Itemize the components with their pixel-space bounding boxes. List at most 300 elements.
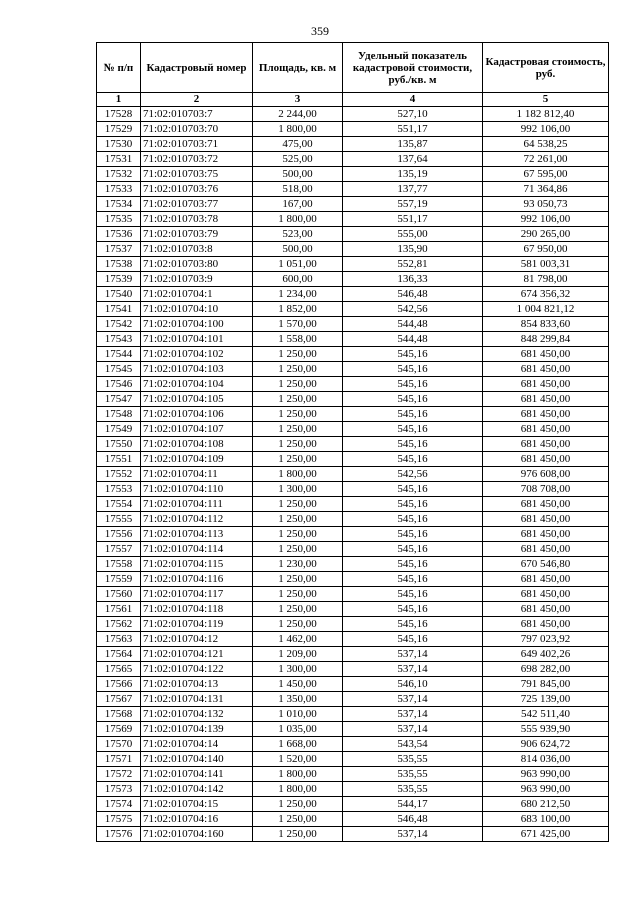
unit-rate-cell: 545,16: [343, 587, 483, 602]
cadastral-number-cell: 71:02:010704:118: [141, 602, 253, 617]
unit-rate-cell: 544,17: [343, 797, 483, 812]
cadastral-value-cell: 814 036,00: [483, 752, 609, 767]
unit-rate-cell: 137,64: [343, 152, 483, 167]
cadastral-number-cell: 71:02:010704:15: [141, 797, 253, 812]
unit-rate-cell: 545,16: [343, 407, 483, 422]
table-row: [97, 287, 609, 302]
row-index-cell: 17567: [97, 692, 141, 707]
cadastral-value-cell: 555 939,90: [483, 722, 609, 737]
cadastral-number-cell: 71:02:010704:117: [141, 587, 253, 602]
table-row: [97, 707, 609, 722]
table-row: [97, 812, 609, 827]
area-cell: 1 250,00: [253, 497, 343, 512]
unit-rate-cell: 546,48: [343, 287, 483, 302]
unit-rate-cell: 535,55: [343, 752, 483, 767]
table-row: [97, 452, 609, 467]
row-index-cell: 17554: [97, 497, 141, 512]
area-cell: 500,00: [253, 167, 343, 182]
area-cell: 1 250,00: [253, 422, 343, 437]
table-row: [97, 497, 609, 512]
cadastral-value-cell: 542 511,40: [483, 707, 609, 722]
area-cell: 1 250,00: [253, 452, 343, 467]
table-row: [97, 782, 609, 797]
cadastral-number-cell: 71:02:010704:139: [141, 722, 253, 737]
cadastral-number-cell: 71:02:010704:12: [141, 632, 253, 647]
unit-rate-cell: 537,14: [343, 692, 483, 707]
cadastral-number-cell: 71:02:010704:116: [141, 572, 253, 587]
table-row: [97, 242, 609, 257]
cadastral-value-cell: 681 450,00: [483, 542, 609, 557]
area-cell: 1 800,00: [253, 212, 343, 227]
area-cell: 1 462,00: [253, 632, 343, 647]
row-index-cell: 17546: [97, 377, 141, 392]
column-number: 1: [97, 93, 141, 107]
table-row: [97, 677, 609, 692]
cadastral-number-cell: 71:02:010704:108: [141, 437, 253, 452]
table-row: [97, 632, 609, 647]
row-index-cell: 17537: [97, 242, 141, 257]
area-cell: 1 230,00: [253, 557, 343, 572]
table-row: [97, 152, 609, 167]
cadastral-number-cell: 71:02:010704:1: [141, 287, 253, 302]
cadastral-value-cell: 681 450,00: [483, 452, 609, 467]
table-row: [97, 197, 609, 212]
unit-rate-cell: 546,10: [343, 677, 483, 692]
area-cell: 523,00: [253, 227, 343, 242]
area-cell: 1 800,00: [253, 122, 343, 137]
table-row: [97, 227, 609, 242]
row-index-cell: 17558: [97, 557, 141, 572]
cadastral-number-cell: 71:02:010703:76: [141, 182, 253, 197]
table-row: [97, 122, 609, 137]
column-number: 4: [343, 93, 483, 107]
table-row: [97, 377, 609, 392]
area-cell: 518,00: [253, 182, 343, 197]
area-cell: 1 035,00: [253, 722, 343, 737]
area-cell: 1 800,00: [253, 782, 343, 797]
unit-rate-cell: 542,56: [343, 467, 483, 482]
row-index-cell: 17541: [97, 302, 141, 317]
cadastral-value-cell: 681 450,00: [483, 437, 609, 452]
area-cell: 1 570,00: [253, 317, 343, 332]
unit-rate-cell: 137,77: [343, 182, 483, 197]
cadastral-number-cell: 71:02:010704:16: [141, 812, 253, 827]
unit-rate-cell: 535,55: [343, 782, 483, 797]
table-row: [97, 737, 609, 752]
unit-rate-cell: 537,14: [343, 662, 483, 677]
cadastral-number-cell: 71:02:010703:70: [141, 122, 253, 137]
cadastral-number-cell: 71:02:010704:115: [141, 557, 253, 572]
cadastral-value-cell: 681 450,00: [483, 362, 609, 377]
table-row: [97, 527, 609, 542]
unit-rate-cell: 545,16: [343, 527, 483, 542]
unit-rate-cell: 545,16: [343, 512, 483, 527]
cadastral-number-cell: 71:02:010704:131: [141, 692, 253, 707]
area-cell: 1 450,00: [253, 677, 343, 692]
cadastral-number-cell: 71:02:010703:80: [141, 257, 253, 272]
row-index-cell: 17530: [97, 137, 141, 152]
row-index-cell: 17551: [97, 452, 141, 467]
unit-rate-cell: 542,56: [343, 302, 483, 317]
row-index-cell: 17573: [97, 782, 141, 797]
cadastral-value-cell: 1 182 812,40: [483, 107, 609, 122]
cadastral-number-cell: 71:02:010704:121: [141, 647, 253, 662]
table-row: [97, 827, 609, 842]
area-cell: 1 250,00: [253, 407, 343, 422]
area-cell: 1 800,00: [253, 467, 343, 482]
row-index-cell: 17565: [97, 662, 141, 677]
area-cell: 1 250,00: [253, 512, 343, 527]
cadastral-value-cell: 81 798,00: [483, 272, 609, 287]
table-row: [97, 317, 609, 332]
cadastral-value-cell: 963 990,00: [483, 782, 609, 797]
area-cell: 1 250,00: [253, 392, 343, 407]
area-cell: 1 300,00: [253, 482, 343, 497]
cadastral-value-cell: 674 356,32: [483, 287, 609, 302]
area-cell: 1 010,00: [253, 707, 343, 722]
table-row: [97, 617, 609, 632]
table-row: [97, 167, 609, 182]
row-index-cell: 17533: [97, 182, 141, 197]
area-cell: 1 300,00: [253, 662, 343, 677]
table-row: [97, 602, 609, 617]
cadastral-number-cell: 71:02:010704:140: [141, 752, 253, 767]
area-cell: 500,00: [253, 242, 343, 257]
header-cadastral-value: Кадастровая стоимость, руб.: [483, 43, 609, 93]
table-row: [97, 332, 609, 347]
cadastral-number-cell: 71:02:010704:111: [141, 497, 253, 512]
row-index-cell: 17571: [97, 752, 141, 767]
row-index-cell: 17529: [97, 122, 141, 137]
area-cell: 1 051,00: [253, 257, 343, 272]
row-index-cell: 17556: [97, 527, 141, 542]
cadastral-value-cell: 906 624,72: [483, 737, 609, 752]
table-row: [97, 572, 609, 587]
area-cell: 1 250,00: [253, 602, 343, 617]
table-row: [97, 767, 609, 782]
area-cell: 1 520,00: [253, 752, 343, 767]
cadastral-value-cell: 681 450,00: [483, 602, 609, 617]
unit-rate-cell: 557,19: [343, 197, 483, 212]
cadastral-value-cell: 649 402,26: [483, 647, 609, 662]
cadastral-number-cell: 71:02:010704:101: [141, 332, 253, 347]
cadastral-value-cell: 681 450,00: [483, 617, 609, 632]
unit-rate-cell: 537,14: [343, 827, 483, 842]
unit-rate-cell: 535,55: [343, 767, 483, 782]
cadastral-value-cell: 670 546,80: [483, 557, 609, 572]
row-index-cell: 17547: [97, 392, 141, 407]
area-cell: 1 250,00: [253, 827, 343, 842]
table-row: [97, 107, 609, 122]
unit-rate-cell: 545,16: [343, 497, 483, 512]
table-row: [97, 302, 609, 317]
unit-rate-cell: 545,16: [343, 422, 483, 437]
cadastral-number-cell: 71:02:010703:75: [141, 167, 253, 182]
row-index-cell: 17553: [97, 482, 141, 497]
cadastral-value-cell: 680 212,50: [483, 797, 609, 812]
cadastral-number-cell: 71:02:010704:132: [141, 707, 253, 722]
row-index-cell: 17576: [97, 827, 141, 842]
cadastral-value-cell: 681 450,00: [483, 377, 609, 392]
cadastral-number-cell: 71:02:010703:72: [141, 152, 253, 167]
cadastral-value-cell: 681 450,00: [483, 527, 609, 542]
header-unit-rate: Удельный показатель кадастровой стоимости, руб./кв. м: [343, 43, 483, 93]
header-cadastral-number: Кадастровый номер: [141, 43, 253, 93]
unit-rate-cell: 545,16: [343, 347, 483, 362]
cadastral-number-cell: 71:02:010704:105: [141, 392, 253, 407]
table-body: [97, 107, 609, 842]
area-cell: 1 800,00: [253, 767, 343, 782]
cadastral-number-cell: 71:02:010704:122: [141, 662, 253, 677]
unit-rate-cell: 545,16: [343, 482, 483, 497]
table-row: [97, 692, 609, 707]
table-row: [97, 662, 609, 677]
cadastral-value-cell: 681 450,00: [483, 512, 609, 527]
row-index-cell: 17570: [97, 737, 141, 752]
area-cell: 1 250,00: [253, 527, 343, 542]
cadastral-number-cell: 71:02:010704:109: [141, 452, 253, 467]
cadastral-number-cell: 71:02:010704:102: [141, 347, 253, 362]
cadastral-value-cell: 725 139,00: [483, 692, 609, 707]
area-cell: 1 250,00: [253, 437, 343, 452]
area-cell: 600,00: [253, 272, 343, 287]
cadastral-value-cell: 671 425,00: [483, 827, 609, 842]
cadastral-number-cell: 71:02:010704:160: [141, 827, 253, 842]
table-row: [97, 587, 609, 602]
cadastral-number-cell: 71:02:010704:142: [141, 782, 253, 797]
unit-rate-cell: 551,17: [343, 122, 483, 137]
row-index-cell: 17550: [97, 437, 141, 452]
area-cell: 1 234,00: [253, 287, 343, 302]
unit-rate-cell: 545,16: [343, 542, 483, 557]
area-cell: 167,00: [253, 197, 343, 212]
area-cell: 1 250,00: [253, 362, 343, 377]
area-cell: 1 852,00: [253, 302, 343, 317]
table-row: [97, 752, 609, 767]
area-cell: 2 244,00: [253, 107, 343, 122]
cadastral-number-cell: 71:02:010703:78: [141, 212, 253, 227]
row-index-cell: 17528: [97, 107, 141, 122]
cadastral-number-cell: 71:02:010704:104: [141, 377, 253, 392]
table-row: [97, 347, 609, 362]
area-cell: 1 250,00: [253, 572, 343, 587]
area-cell: 1 250,00: [253, 347, 343, 362]
cadastral-value-cell: 681 450,00: [483, 572, 609, 587]
row-index-cell: 17548: [97, 407, 141, 422]
row-index-cell: 17559: [97, 572, 141, 587]
table-row: [97, 797, 609, 812]
unit-rate-cell: 545,16: [343, 572, 483, 587]
header-index: № п/п: [97, 43, 141, 93]
row-index-cell: 17564: [97, 647, 141, 662]
page-number: 359: [311, 24, 329, 38]
row-index-cell: 17552: [97, 467, 141, 482]
table-row: [97, 512, 609, 527]
cadastral-value-cell: 1 004 821,12: [483, 302, 609, 317]
cadastral-number-cell: 71:02:010704:14: [141, 737, 253, 752]
cadastral-number-cell: 71:02:010703:9: [141, 272, 253, 287]
cadastral-number-cell: 71:02:010704:13: [141, 677, 253, 692]
table-row: [97, 722, 609, 737]
unit-rate-cell: 545,16: [343, 377, 483, 392]
header-area: Площадь, кв. м: [253, 43, 343, 93]
row-index-cell: 17534: [97, 197, 141, 212]
table-row: [97, 137, 609, 152]
table-row: [97, 482, 609, 497]
unit-rate-cell: 551,17: [343, 212, 483, 227]
row-index-cell: 17536: [97, 227, 141, 242]
header-row: [97, 43, 609, 93]
cadastral-number-cell: 71:02:010704:113: [141, 527, 253, 542]
unit-rate-cell: 135,90: [343, 242, 483, 257]
row-index-cell: 17575: [97, 812, 141, 827]
cadastral-number-cell: 71:02:010703:7: [141, 107, 253, 122]
row-index-cell: 17545: [97, 362, 141, 377]
row-index-cell: 17563: [97, 632, 141, 647]
cadastral-value-cell: 681 450,00: [483, 347, 609, 362]
unit-rate-cell: 555,00: [343, 227, 483, 242]
area-cell: 1 668,00: [253, 737, 343, 752]
cadastral-number-cell: 71:02:010704:112: [141, 512, 253, 527]
row-index-cell: 17540: [97, 287, 141, 302]
unit-rate-cell: 543,54: [343, 737, 483, 752]
table-row: [97, 422, 609, 437]
row-index-cell: 17543: [97, 332, 141, 347]
cadastral-number-cell: 71:02:010704:119: [141, 617, 253, 632]
cadastral-value-cell: 681 450,00: [483, 587, 609, 602]
area-cell: 1 250,00: [253, 542, 343, 557]
cadastral-number-cell: 71:02:010704:100: [141, 317, 253, 332]
cadastral-value-cell: 67 595,00: [483, 167, 609, 182]
area-cell: 525,00: [253, 152, 343, 167]
cadastral-value-cell: 93 050,73: [483, 197, 609, 212]
unit-rate-cell: 136,33: [343, 272, 483, 287]
table-row: [97, 407, 609, 422]
table-row: [97, 362, 609, 377]
table-row: [97, 557, 609, 572]
cadastral-value-cell: 854 833,60: [483, 317, 609, 332]
cadastral-value-cell: 72 261,00: [483, 152, 609, 167]
unit-rate-cell: 545,16: [343, 557, 483, 572]
cadastral-number-cell: 71:02:010704:11: [141, 467, 253, 482]
cadastral-number-cell: 71:02:010703:8: [141, 242, 253, 257]
cadastral-number-cell: 71:02:010704:103: [141, 362, 253, 377]
row-index-cell: 17566: [97, 677, 141, 692]
unit-rate-cell: 545,16: [343, 452, 483, 467]
cadastral-number-cell: 71:02:010704:114: [141, 542, 253, 557]
cadastral-value-cell: 64 538,25: [483, 137, 609, 152]
row-index-cell: 17561: [97, 602, 141, 617]
row-index-cell: 17557: [97, 542, 141, 557]
table-row: [97, 467, 609, 482]
cadastral-number-cell: 71:02:010704:106: [141, 407, 253, 422]
area-cell: 1 558,00: [253, 332, 343, 347]
area-cell: 1 250,00: [253, 797, 343, 812]
row-index-cell: 17538: [97, 257, 141, 272]
unit-rate-cell: 545,16: [343, 437, 483, 452]
unit-rate-cell: 545,16: [343, 362, 483, 377]
cadastral-number-cell: 71:02:010704:141: [141, 767, 253, 782]
row-index-cell: 17572: [97, 767, 141, 782]
cadastral-value-cell: 992 106,00: [483, 212, 609, 227]
cadastral-value-cell: 683 100,00: [483, 812, 609, 827]
area-cell: 475,00: [253, 137, 343, 152]
cadastral-value-cell: 67 950,00: [483, 242, 609, 257]
table-row: [97, 647, 609, 662]
cadastral-value-cell: 791 845,00: [483, 677, 609, 692]
cadastral-value-cell: 71 364,86: [483, 182, 609, 197]
table-row: [97, 542, 609, 557]
unit-rate-cell: 135,19: [343, 167, 483, 182]
cadastral-number-cell: 71:02:010703:79: [141, 227, 253, 242]
area-cell: 1 250,00: [253, 377, 343, 392]
cadastral-number-cell: 71:02:010703:77: [141, 197, 253, 212]
unit-rate-cell: 545,16: [343, 632, 483, 647]
cadastral-value-cell: 797 023,92: [483, 632, 609, 647]
unit-rate-cell: 552,81: [343, 257, 483, 272]
row-index-cell: 17539: [97, 272, 141, 287]
row-index-cell: 17542: [97, 317, 141, 332]
row-index-cell: 17549: [97, 422, 141, 437]
area-cell: 1 209,00: [253, 647, 343, 662]
cadastral-value-cell: 848 299,84: [483, 332, 609, 347]
unit-rate-cell: 537,14: [343, 722, 483, 737]
row-index-cell: 17535: [97, 212, 141, 227]
cadastral-value-cell: 681 450,00: [483, 407, 609, 422]
area-cell: 1 250,00: [253, 812, 343, 827]
column-number: 5: [483, 93, 609, 107]
table-row: [97, 392, 609, 407]
unit-rate-cell: 545,16: [343, 617, 483, 632]
row-index-cell: 17574: [97, 797, 141, 812]
cadastral-value-table: [96, 42, 609, 842]
row-index-cell: 17532: [97, 167, 141, 182]
unit-rate-cell: 544,48: [343, 317, 483, 332]
unit-rate-cell: 527,10: [343, 107, 483, 122]
row-index-cell: 17555: [97, 512, 141, 527]
unit-rate-cell: 537,14: [343, 647, 483, 662]
table-row: [97, 182, 609, 197]
cadastral-value-cell: 681 450,00: [483, 392, 609, 407]
row-index-cell: 17562: [97, 617, 141, 632]
cadastral-value-cell: 681 450,00: [483, 422, 609, 437]
cadastral-value-cell: 681 450,00: [483, 497, 609, 512]
unit-rate-cell: 545,16: [343, 602, 483, 617]
unit-rate-cell: 545,16: [343, 392, 483, 407]
table-row: [97, 257, 609, 272]
cadastral-value-cell: 581 003,31: [483, 257, 609, 272]
unit-rate-cell: 546,48: [343, 812, 483, 827]
cadastral-value-cell: 963 990,00: [483, 767, 609, 782]
column-number: 2: [141, 93, 253, 107]
unit-rate-cell: 544,48: [343, 332, 483, 347]
area-cell: 1 250,00: [253, 617, 343, 632]
unit-rate-cell: 537,14: [343, 707, 483, 722]
row-index-cell: 17568: [97, 707, 141, 722]
column-number: 3: [253, 93, 343, 107]
cadastral-number-cell: 71:02:010704:110: [141, 482, 253, 497]
area-cell: 1 250,00: [253, 587, 343, 602]
area-cell: 1 350,00: [253, 692, 343, 707]
row-index-cell: 17560: [97, 587, 141, 602]
cadastral-number-cell: 71:02:010703:71: [141, 137, 253, 152]
row-index-cell: 17531: [97, 152, 141, 167]
cadastral-value-cell: 992 106,00: [483, 122, 609, 137]
cadastral-value-cell: 290 265,00: [483, 227, 609, 242]
column-number-row: [97, 93, 609, 107]
cadastral-number-cell: 71:02:010704:107: [141, 422, 253, 437]
unit-rate-cell: 135,87: [343, 137, 483, 152]
